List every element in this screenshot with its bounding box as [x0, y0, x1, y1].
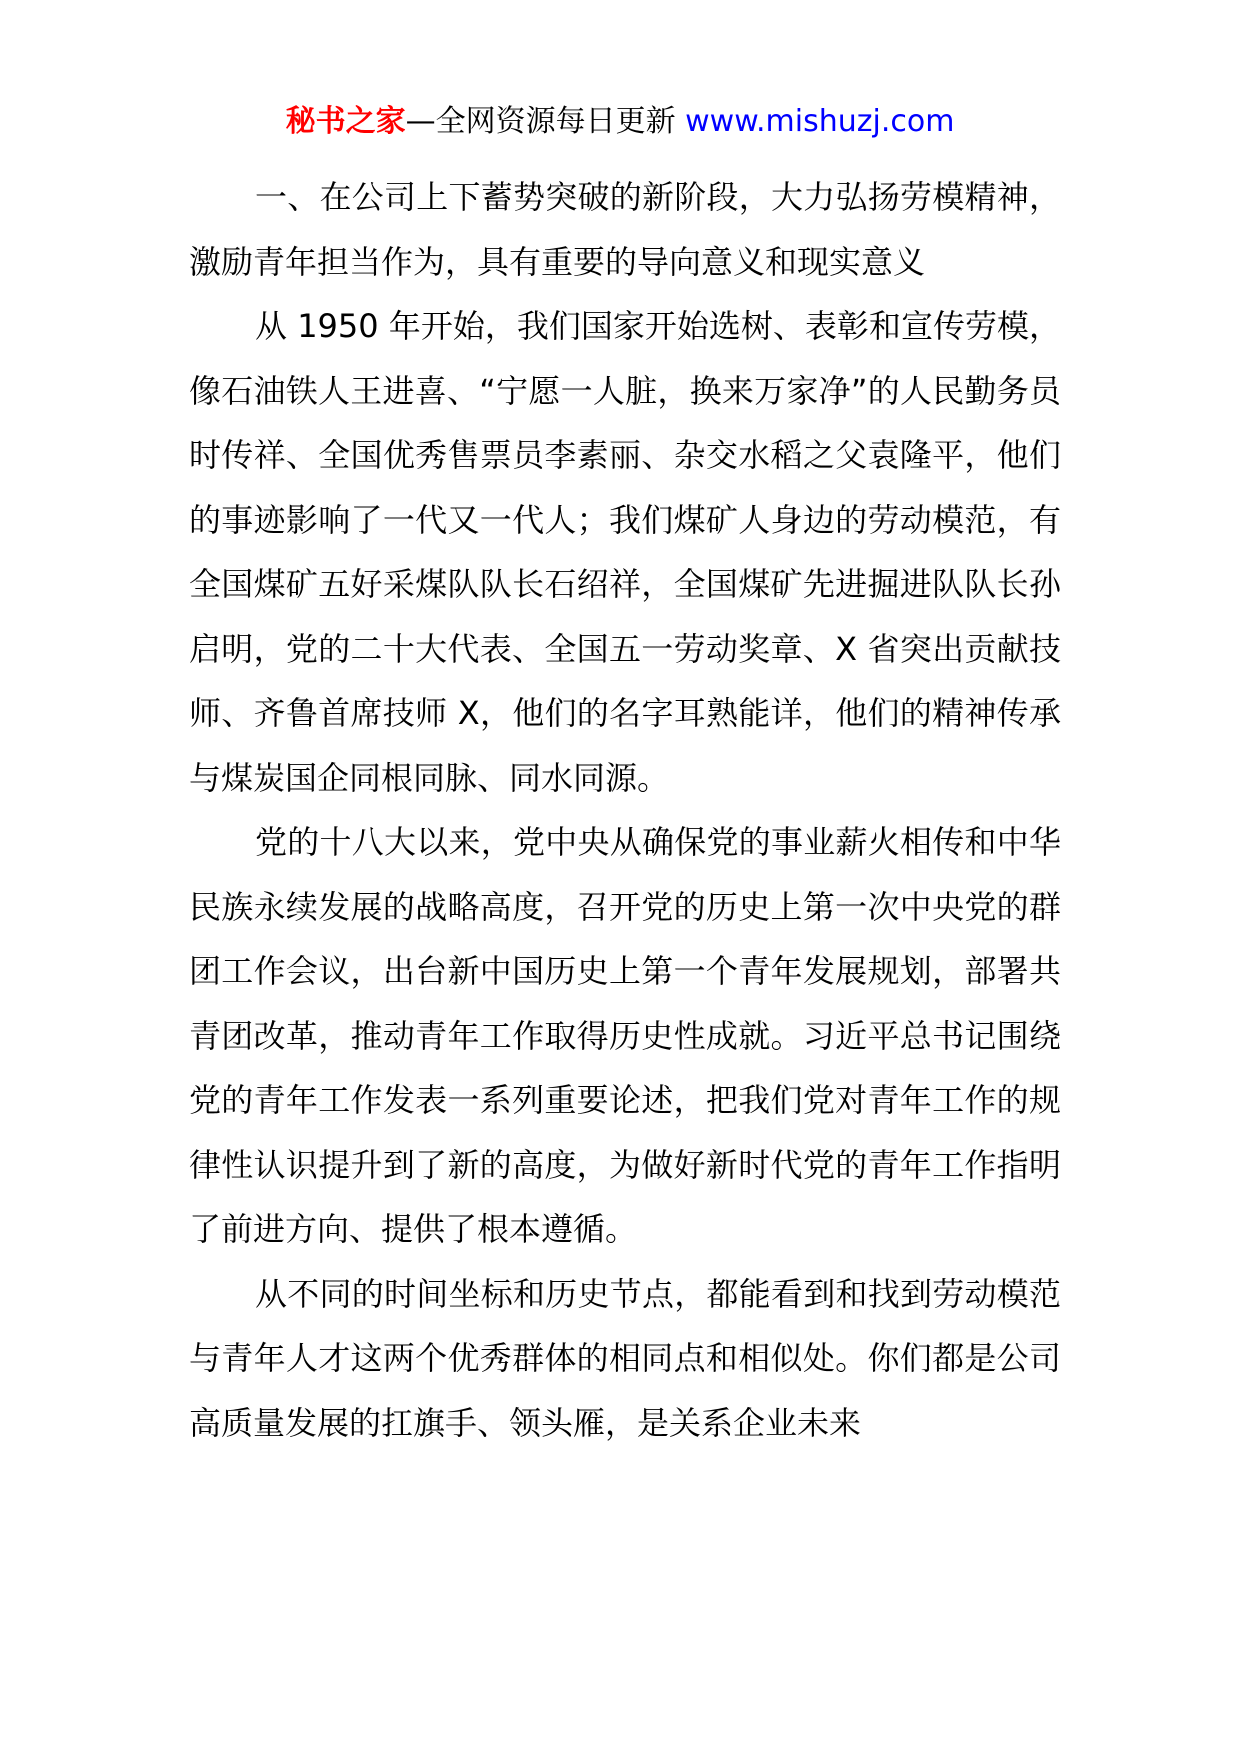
- paragraph-3: 从不同的时间坐标和历史节点，都能看到和找到劳动模范与青年人才这两个优秀群体的相同点和相似处。你们都是公司高质量发展的扛旗手、领头雁，是关系企业未来: [189, 1274, 1061, 1442]
- paragraph-2: 党的十八大以来，党中央从确保党的事业薪火相传和中华民族永续发展的战略高度，召开党的历史上第一次中央党的群团工作会议，出台新中国历史上第一个青年发展规划，部署共青团改革，推动青年工作取得历史性成就。习近平总书记围绕党的青年工作发表一系列重要论述，把我们党对青年工作的规律性认识提升到了新的高度，为做好新时代党的青年工作指明了前进方向、提供了根本遵循。: [189, 823, 1061, 1248]
- brand-name: 秘书之家: [285, 104, 406, 139]
- site-url-link[interactable]: www.mishuzj.com: [685, 104, 955, 139]
- paragraph-1: 从 1950 年开始，我们国家开始选树、表彰和宣传劳模，像石油铁人王进喜、“宁愿一人脏，换来万家净”的人民勤务员时传祥、全国优秀售票员李素丽、杂交水稻之父袁隆平，他们的事迹影响了一代又一代人；我们煤矿人身边的劳动模范，有全国煤矿五好采煤队队长石绍祥，全国煤矿先进掘进队队长孙启明，党的二十大代表、全国五一劳动奖章、X 省突出贡献技师、齐鲁首席技师 X，他们的名字耳熟能详，他们的精神传承与煤炭国企同根同脉、同水同源。: [189, 307, 1061, 797]
- section-heading: 一、在公司上下蓄势突破的新阶段，大力弘扬劳模精神，激励青年担当作为，具有重要的导向意义和现实意义: [189, 178, 1061, 281]
- document-body: [189, 165, 1061, 1455]
- page-header: [0, 102, 1240, 142]
- header-slogan: —全网资源每日更新: [405, 104, 676, 139]
